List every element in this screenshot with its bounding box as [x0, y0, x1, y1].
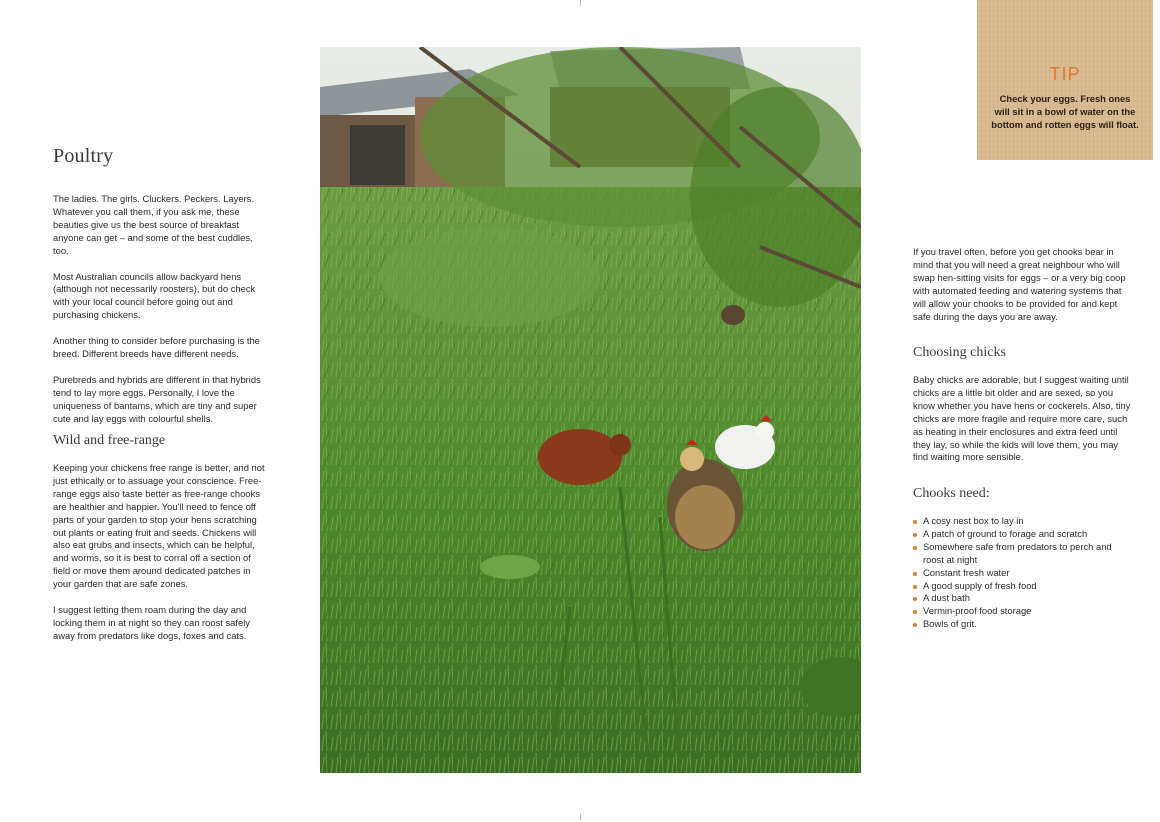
list-item-text: Vermin-proof food storage — [923, 605, 1032, 617]
wild-text — [53, 462, 267, 656]
bullet-icon — [913, 623, 917, 627]
bullet-icon — [913, 610, 917, 614]
list-item — [913, 528, 1133, 541]
list-item-text: A good supply of fresh food — [923, 579, 1037, 591]
crop-mark-top — [580, 0, 581, 6]
bullet-icon — [913, 585, 917, 589]
list-item-text: A cosy nest box to lay in — [923, 515, 1024, 526]
travel-text — [913, 246, 1131, 336]
page-title: Poultry — [53, 145, 114, 167]
bullet-icon — [913, 533, 917, 537]
bullet-icon — [913, 597, 917, 601]
needs-list — [913, 515, 1133, 631]
list-item-text: A dust bath — [923, 592, 970, 604]
section-heading-wild: Wild and free-range — [53, 433, 166, 448]
list-item-text: Somewhere safe from predators to perch and roost at night — [923, 540, 1112, 565]
list-item — [913, 515, 1133, 528]
section-heading-needs: Chooks need: — [913, 486, 990, 501]
paragraph: The ladies. The girls. Cluckers. Peckers. Layers. Whatever you call them, if you ask me, these beauties give us the best source of breakfast anyone can get – and some of the best cuddles, too. — [53, 193, 254, 256]
bullet-icon — [913, 546, 917, 550]
tip-text: Check your eggs. Fresh ones will sit in a bowl of water on the bottom and rotten eggs will float. — [991, 93, 1139, 130]
bullet-icon — [913, 520, 917, 524]
paragraph: I suggest letting them roam during the day and locking them in at night so they can roost safely away from predators like dogs, foxes and cats. — [53, 604, 250, 641]
intro-text — [53, 193, 267, 439]
paragraph: Purebreds and hybrids are different in that hybrids tend to lay more eggs. Personally, I love the uniqueness of bantams, which are tiny and super cute and lay eggs with colourful shells. — [53, 373, 261, 424]
paragraph: Another thing to consider before purchasing is the breed. Different breeds have different needs. — [53, 335, 260, 360]
chickens-photo — [320, 47, 861, 773]
tip-title: TIP — [1049, 64, 1081, 84]
list-item — [913, 618, 1133, 631]
paragraph: If you travel often, before you get chooks bear in mind that you will need a great neighbour who will swap hen-sitting visits for eggs – or a very big coop with automated feeding and watering systems that will allow your chooks to be provided for and kept safe during the days you are away. — [913, 246, 1126, 322]
list-item — [913, 541, 1133, 567]
list-item-text: A patch of ground to forage and scratch — [923, 527, 1088, 539]
paragraph: Baby chicks are adorable, but I suggest waiting until chicks are a little bit older and are sexed, so you know whether you have hens or cockerels. Also, tiny chicks are more fragile and require more care, such as heating in their enclosures and extra feed until they lay, so while the kids will love them, you may find waiting more sensible. — [913, 374, 1131, 463]
bullet-icon — [913, 572, 917, 576]
section-heading-choosing: Choosing chicks — [913, 345, 1006, 360]
paragraph: Keeping your chickens free range is better, and not just ethically or to assuage your conscience. Free-range eggs also taste better as free-range chooks are healthier and happier. You'll need to fence off parts of your garden to stop your hens scratching out plants or eating fruit and seeds. Chickens will also eat grubs and insects, which can be helpful, and worms, so it is best to corral off a section of field or move them around dedicated patches in your garden that are safe zones. — [53, 462, 265, 590]
choosing-text — [913, 374, 1131, 477]
list-item — [913, 580, 1133, 593]
list-item — [913, 592, 1133, 605]
list-item — [913, 567, 1133, 580]
crop-mark-bottom — [580, 814, 581, 820]
list-item — [913, 605, 1133, 618]
list-item-text: Bowls of grit. — [923, 618, 977, 630]
tip-box — [977, 0, 1153, 160]
list-item-text: Constant fresh water — [923, 566, 1010, 578]
paragraph: Most Australian councils allow backyard hens (although not necessarily roosters), but do check with your local council before going out and purchasing chickens. — [53, 270, 256, 321]
